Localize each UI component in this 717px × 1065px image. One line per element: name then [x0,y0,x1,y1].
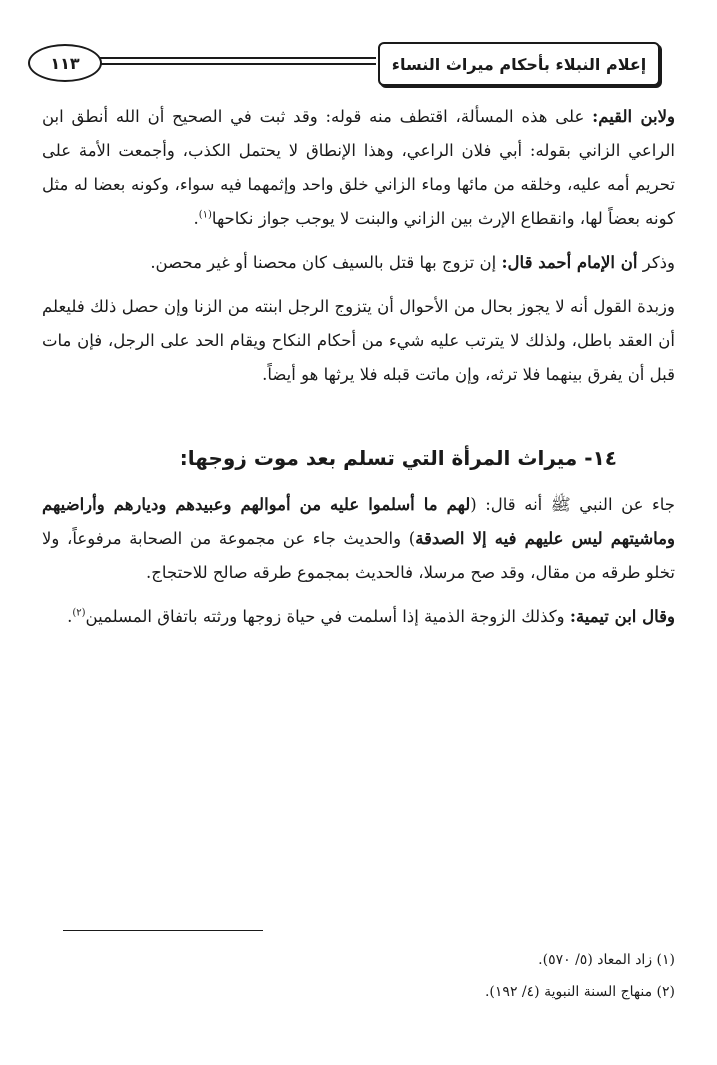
paragraph-start: وذكر [637,253,675,272]
header-rule-lower [98,63,376,65]
section-gap [42,402,675,440]
paragraph-end: . [67,607,73,626]
footnote-1: (١) زاد المعاد (٥/ ٥٧٠). [538,952,675,968]
page-number: ١١٣ [50,53,80,73]
hadith-text: لهم ما أسلموا عليه من أموالهم وعبيدهم وديارهم وأراضيهم وماشيتهم ليس عليهم فيه إلا الصدقة [42,495,675,548]
book-title-frame [378,42,660,86]
page-body [42,100,675,644]
header-rule-upper [98,57,376,59]
paragraph-ibn-alqayyim [42,100,675,236]
paragraph-text: ) والحديث جاء عن مجموعة من الصحابة مرفوعاً، ولا تخلو طرقه من مقال، وقد صح مرسلا، فالحديث بمجموع طرقه صالح للاحتجاج. [42,529,675,582]
paragraph-text: إن تزوج بها قتل بالسيف كان محصنا أو غير محصن. [150,253,502,272]
paragraph-lead: ولابن القيم: [592,107,675,126]
book-title: إعلام النبلاء بأحكام ميراث النساء [391,54,647,74]
footnotes [42,944,675,1008]
paragraph-end: . [193,209,199,228]
paragraph-bold: أن الإمام أحمد قال: [501,253,638,272]
footnote-separator [63,930,263,931]
footnote-2: (٢) منهاج السنة النبوية (٤/ ١٩٢). [484,984,675,1000]
section-heading: ١٤- ميراث المرأة التي تسلم بعد موت زوجها: [179,446,617,470]
paragraph-lead: وقال ابن تيمية: [569,607,675,626]
page-number-frame [28,44,102,82]
paragraph-imam-ahmad [42,246,675,280]
paragraph-ibn-taymiyya [42,600,675,634]
footnote-ref-2[interactable]: (٢) [72,607,86,619]
page-header [28,42,660,88]
paragraph-summary: وزبدة القول أنه لا يجوز بحال من الأحوال أن يتزوج الرجل ابنته من الزنا وإن حصل ذلك فليعلم أن العقد باطل، ولذلك لا يترتب عليه شيء من أحكام النكاح ويقام الحد على الرجل، فإن مات قبل أن يفرق بينهما فلا ترثه، وإن ماتت قبله فلا يرثها هو أيضاً. [42,297,675,384]
paragraph-start: جاء عن النبي ﷺ أنه قال: ( [470,495,675,514]
paragraph-text: وكذلك الزوجة الذمية إذا أسلمت في حياة زوجها ورثته باتفاق المسلمين [85,607,570,626]
paragraph-hadith [42,488,675,590]
paragraph-text: على هذه المسألة، اقتطف منه قوله: وقد ثبت في الصحيح أن الله أنطق ابن الراعي الزاني بقوله: أبي فلان الراعي، وهذا الإنطاق لا يحتمل الكذب، وأجمعت الأمة على تحريم أمه عليه، وخلقه من مائها وماء الزاني خلق واحد وإثمهما فيه سواء، وكونه بعضا له مثل كونه بعضاً لها، وانقطاع الإرث بين الزاني والبنت لا يوجب جواز نكاحها [42,107,675,228]
footnote-ref-1[interactable]: (١) [198,209,212,221]
